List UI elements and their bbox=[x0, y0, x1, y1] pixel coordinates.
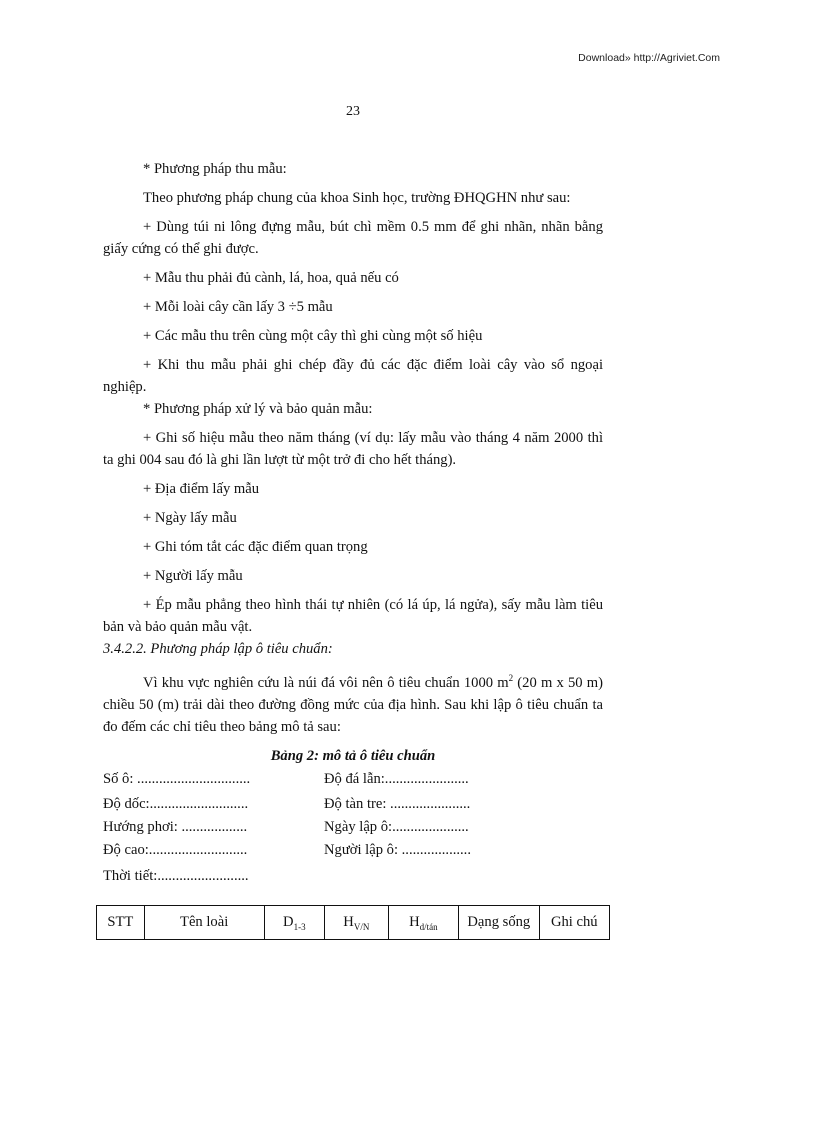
table-title: Bảng 2: mô tả ô tiêu chuẩn bbox=[270, 747, 436, 764]
field-do-cao: Độ cao:........................... bbox=[103, 841, 248, 858]
col-dang-song: Dạng sống bbox=[459, 906, 539, 940]
list-item: + Địa điểm lấy mẫu bbox=[143, 481, 260, 497]
list-item: + Người lấy mẫu bbox=[143, 568, 243, 584]
data-table bbox=[96, 905, 610, 940]
list-item: + Mỗi loài cây cần lấy 3 ÷5 mẫu bbox=[143, 299, 333, 315]
page-number: 23 bbox=[346, 104, 360, 119]
col-d13: $D_{1-3}$ bbox=[264, 906, 324, 940]
plot-form bbox=[103, 771, 603, 891]
field-so-o: Số ô: ............................... bbox=[103, 770, 251, 787]
col-ten-loai: Tên loài bbox=[144, 906, 264, 940]
field-huong-phoi: Hướng phơi: .................. bbox=[103, 818, 248, 835]
col-ghi-chu: Ghi chú bbox=[539, 906, 609, 940]
list-item: + Ghi số hiệu mẫu theo năm tháng (ví dụ: lấy mẫu vào tháng 4 năm 2000 thì ta ghi 004 sau đó là ghi lần lượt từ một trở đi cho hết tháng). bbox=[103, 430, 603, 468]
field-thoi-tiet: Thời tiết:......................... bbox=[103, 867, 249, 884]
list-item: + Ghi tóm tắt các đặc điểm quan trọng bbox=[143, 539, 368, 555]
download-link[interactable]: Download» http://Agriviet.Com bbox=[578, 52, 720, 64]
list-item: + Dùng túi ni lông đựng mẫu, bút chì mềm 0.5 mm để ghi nhãn, nhãn bằng giấy cứng có thể ghi được. bbox=[103, 219, 603, 257]
section-heading-sampling: * Phương pháp thu mẫu: bbox=[143, 161, 287, 177]
list-item: + Mẫu thu phải đủ cành, lá, hoa, quả nếu có bbox=[143, 270, 399, 286]
paragraph: Vì khu vực nghiên cứu là núi đá vôi nên ô tiêu chuẩn 1000 $m^2$ (20 m x 50 m) chiều 50 (m) trải dài theo đường đồng mức của địa hình. Sau khi lập ô tiêu chuẩn ta đo đếm các chỉ tiêu theo bảng mô tả sau: bbox=[103, 673, 603, 735]
table-header-row bbox=[97, 906, 610, 940]
list-item: + Ép mẫu phẳng theo hình thái tự nhiên (có lá úp, lá ngửa), sấy mẫu làm tiêu bản và bảo quản mẫu vật. bbox=[103, 597, 603, 635]
field-do-tan-tre: Độ tàn tre: ...................... bbox=[324, 795, 471, 812]
list-item: + Ngày lấy mẫu bbox=[143, 510, 237, 526]
list-item: + Các mẫu thu trên cùng một cây thì ghi cùng một số hiệu bbox=[143, 328, 483, 344]
list-item: + Khi thu mẫu phải ghi chép đầy đủ các đặc điểm loài cây vào sổ ngoại nghiệp. bbox=[103, 357, 603, 395]
col-hdt: $H_{d/tán}$ bbox=[388, 906, 459, 940]
subsection-heading: 3.4.2.2. Phương pháp lập ô tiêu chuẩn: bbox=[103, 641, 333, 657]
field-do-doc: Độ dốc:........................... bbox=[103, 795, 249, 812]
field-ngay-lap-o: Ngày lập ô:..................... bbox=[324, 818, 469, 835]
col-hvn: $H_{V/N}$ bbox=[325, 906, 389, 940]
section-heading-processing: * Phương pháp xử lý và bảo quản mẫu: bbox=[143, 401, 373, 417]
page-body bbox=[103, 158, 603, 891]
field-do-da-lan: Độ đá lẫn:....................... bbox=[324, 770, 469, 787]
paragraph: Theo phương pháp chung của khoa Sinh học, trường ĐHQGHN như sau: bbox=[143, 190, 571, 206]
field-nguoi-lap-o: Người lập ô: ................... bbox=[324, 841, 471, 858]
col-stt: STT bbox=[97, 906, 145, 940]
